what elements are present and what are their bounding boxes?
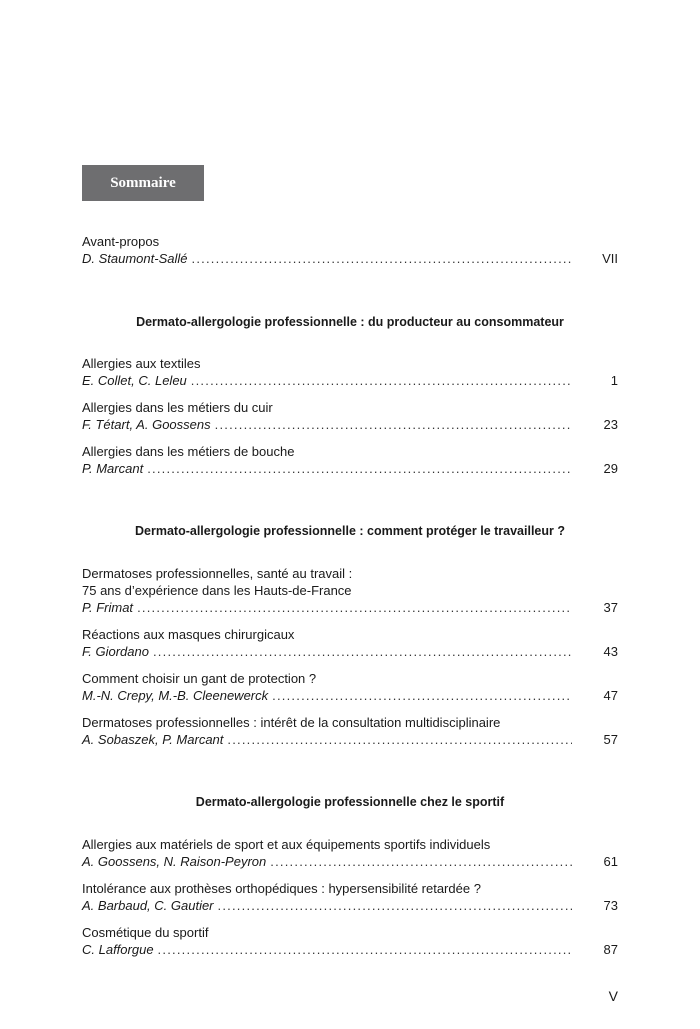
toc-entry-page: 73 [603,898,618,913]
toc-entry-page: 37 [603,600,618,615]
toc-entry-title: Cosmétique du sportif [82,925,209,940]
toc-entry-dermatoses-sante[interactable] [82,565,618,616]
dot-leader [153,643,572,660]
toc-entry-authors: E. Collet, C. Leleu [82,373,187,388]
toc-entry-title: Allergies aux matériels de sport et aux équipements sportifs individuels [82,837,491,852]
dot-leader [158,941,572,958]
toc-entry-authors: A. Goossens, N. Raison-Peyron [82,854,267,869]
toc-entry-title-line2: 75 ans d’expérience dans les Hauts-de-France [82,583,352,598]
toc-entry-textiles[interactable] [82,355,618,389]
toc-entry-title: Réactions aux masques chirurgicaux [82,627,295,642]
toc-entry-authors: A. Sobaszek, P. Marcant [82,732,224,747]
toc-entry-page: 1 [610,373,618,388]
toc-entry-title: Dermatoses professionnelles, santé au travail : [82,566,353,581]
toc-entry-masques[interactable] [82,626,618,660]
toc-entry-authors: D. Staumont-Sallé [82,251,188,266]
toc-entry-page: 43 [603,644,618,659]
toc-entry-cuir[interactable] [82,399,618,433]
toc-entry-title: Dermatoses professionnelles : intérêt de la consultation multidisciplinaire [82,715,501,730]
toc-entry-authors: F. Giordano [82,644,149,659]
section-heading-travailleur: Dermato-allergologie professionnelle : comment protéger le travailleur ? [135,524,565,538]
toc-entry-authors: F. Tétart, A. Goossens [82,417,211,432]
dot-leader [192,250,573,267]
toc-entry-page: 23 [603,417,618,432]
dot-leader [191,372,572,389]
toc-entry-title: Intolérance aux prothèses orthopédiques : hypersensibilité retardée ? [82,881,481,896]
toc-entry-page: 61 [603,854,618,869]
sommaire-badge: Sommaire [82,165,204,201]
dot-leader [137,599,572,616]
dot-leader [227,731,572,748]
toc-entry-page: 29 [603,461,618,476]
dot-leader [215,416,572,433]
toc-entry-gant[interactable] [82,670,618,704]
toc-entry-materiels-sport[interactable] [82,836,618,870]
page-number: V [608,988,618,1004]
toc-entry-title: Comment choisir un gant de protection ? [82,671,317,686]
toc-entry-page: 57 [603,732,618,747]
toc-entry-title: Allergies dans les métiers du cuir [82,400,273,415]
toc-entry-page: 47 [603,688,618,703]
dot-leader [147,460,572,477]
toc-entry-bouche[interactable] [82,443,618,477]
toc-entry-authors: P. Marcant [82,461,144,476]
toc-entry-avant-propos[interactable] [82,233,618,267]
toc-entry-page: VII [602,251,618,266]
section-heading-producteur: Dermato-allergologie professionnelle : du producteur au consommateur [136,315,564,329]
toc-entry-consultation[interactable] [82,714,618,748]
dot-leader [270,853,572,870]
toc-entry-authors: C. Lafforgue [82,942,154,957]
section-heading-sportif: Dermato-allergologie professionnelle chez le sportif [195,795,505,809]
dot-leader [272,687,572,704]
toc-entry-page: 87 [603,942,618,957]
toc-entry-authors: A. Barbaud, C. Gautier [82,898,214,913]
toc-entry-title: Allergies aux textiles [82,356,201,371]
toc-entry-title: Allergies dans les métiers de bouche [82,444,295,459]
toc-entry-authors: M.-N. Crepy, M.-B. Cleenewerck [82,688,269,703]
toc-entry-cosmetique[interactable] [82,924,618,958]
dot-leader [218,897,572,914]
toc-entry-authors: P. Frimat [82,600,134,615]
toc-entry-protheses[interactable] [82,880,618,914]
toc-entry-title: Avant-propos [82,234,160,249]
